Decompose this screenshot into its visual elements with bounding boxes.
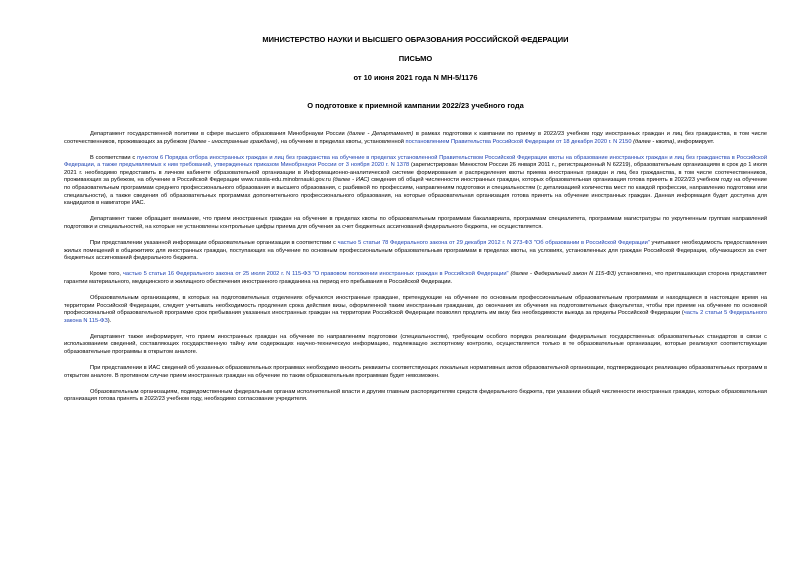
paragraph-5: Кроме того, частью 5 статьи 16 Федерального закона от 25 июля 2002 г. N 115-ФЗ "О правовом положении иностранных граждан в Российской Федерации" (далее - Федеральный закон N 115-ФЗ) установлено, что приглашающая сторона представляет гарантии материального, медицинского и жилищного обеспечения иностранного гражданина на период его пребывания в Российской Федерации. bbox=[64, 271, 767, 285]
link-poryadok-otbora[interactable]: пунктом 6 Порядка отбора иностранных граждан и лиц без гражданства на обучение в пределах установленной Правительством Российской Федерации квоты на образование иностранных граждан и лиц без гражданства в Российской Федерации, а также предъявляемых к ним требований, утвержденных приказом Минобрнауки России от 3 ноября 2020 г. N 1378 bbox=[64, 154, 767, 169]
paragraph-6: Образовательным организациям, в которых на подготовительных отделениях обучаются иностранные граждане, претендующие на обучение по основным профессиональным образовательным программам и находящиеся в настоящее время на территории Российской Федерации, следует учитывать необходимость продления срока действия визы, оформленной таким иностранным гражданам, до окончания их обучения на подготовительных факультетах, чтобы при приеме на обучение по основной профессиональной образовательной программе срок пребывания указанных иностранных граждан на территории Российской Федерации позволял продлить им визу без необходимости выезда за пределы Российской Федерации (часть 2 статьи 5 Федерального закона N 115-ФЗ). bbox=[64, 295, 767, 324]
link-chast-2-statya-5[interactable]: часть 2 статьи 5 Федерального закона N 115-ФЗ bbox=[64, 310, 767, 324]
paragraph-1: Департамент государственной политики в сфере высшего образования Минобрнауки России (далее - Департамент) в рамках подготовки к кампании по приему в 2022/23 учебном году иностранных граждан и лиц без гражданства, в том числе соотечественников, проживающих за рубежом (далее - иностранные граждане), на обучение в пределах квоты, установленной постановлением Правительства Российской Федерации от 18 декабря 2020 г. N 2150 (далее - квота), информирует. bbox=[64, 131, 768, 145]
document-type: ПИСЬМО bbox=[398, 54, 433, 63]
document-subject: О подготовке к приемной кампании 2022/23 учебного года bbox=[307, 101, 524, 110]
link-postanovlenie-2150[interactable]: постановлением Правительства Российской Федерации от 18 декабря 2020 г. N 2150 bbox=[405, 138, 632, 145]
ministry-title: МИНИСТЕРСТВО НАУКИ И ВЫСШЕГО ОБРАЗОВАНИЯ РОССИЙСКОЙ ФЕДЕРАЦИИ bbox=[262, 35, 569, 44]
link-zakon-273fz[interactable]: частью 5 статьи 78 Федерального закона от 29 декабря 2012 г. N 273-ФЗ "Об образовании в Российской Федерации" bbox=[337, 240, 650, 247]
paragraph-2: В соответствии с пунктом 6 Порядка отбора иностранных граждан и лиц без гражданства на обучение в пределах установленной Правительством Российской Федерации квоты на образование иностранных граждан и лиц без гражданства в Российской Федерации, а также предъявляемых к ним требований, утвержденных приказом Минобрнауки России от 3 ноября 2020 г. N 1378 (зарегистрирован Минюстом России 26 января 2011 г., регистрационный N 62219), образовательным организациям в срок до 1 июля 2021 г. необходимо предоставить в личном кабинете образовательной организации в Информационно-аналитической системе формирования и распределения квоты приема иностранных граждан и лиц без гражданства, в том числе соотечественников, проживающих за рубежом, на обучение в Российской Федерации www.russia-edu.minobrnauki.gov.ru (далее - ИАС) сведения об общей численности иностранных граждан, которых образовательная организация готова принять в 2022/23 учебном году на обучение по образовательным программам среднего профессионального образования и высшего образования, с разбивкой по профессиям, направлениям подготовки и специальностям (с детализацией количества мест по каждой профессии, направлению подготовки или специальности), а также сведения об образовательных программах дополнительного профессионального образования, на которые образовательная организация готова принять на обучение иностранных граждан. Данная информация будет доступна для кандидатов в навигаторе ИАС. bbox=[64, 154, 767, 207]
link-zakon-115fz[interactable]: частью 5 статьи 16 Федерального закона от 25 июля 2002 г. N 115-ФЗ "О правовом положении иностранных граждан в Российской Федерации" bbox=[122, 271, 509, 278]
paragraph-7: Департамент также информирует, что прием иностранных граждан на обучение по направлениям подготовки (специальностям), требующим особого порядка реализации федеральных государственных образовательных стандартов в связи с использованием сведений, составляющих государственную тайну или содержащих научно-техническую информацию, подлежащую экспортному контролю, осуществляется только в те образовательные организации, которые реализуют соответствующие образовательные программы в открытом аналоге. bbox=[64, 333, 767, 356]
document-body bbox=[64, 131, 767, 404]
paragraph-8: При представлении в ИАС сведений об указанных образовательных программах необходимо вносить реквизиты соответствующих локальных нормативных актов образовательной организации, подтверждающих реализацию образовательных программ в открытом аналоге. В противном случае прием иностранных граждан на обучение по таким образовательным программам будет невозможен. bbox=[64, 365, 767, 379]
paragraph-9: Образовательным организациям, подведомственным федеральным органам исполнительной власти и другим главным распорядителям средств федерального бюджета, при указании общей численности иностранных граждан, которых образовательная организация готова принять в 2022/23 учебном году, необходимо согласование учредителя. bbox=[64, 388, 767, 403]
paragraph-3: Департамент также обращает внимание, что прием иностранных граждан на обучение в пределах квоты по образовательным программам бакалавриата, программам специалитета, программам магистратуры по укрупненным группам направлений подготовки и специальностей, на которые не установлены контрольные цифры приема для обучения за счет бюджетных ассигнований федерального бюджета, не осуществляется. bbox=[64, 216, 767, 230]
document-date-number: от 10 июня 2021 года N МН-5/1176 bbox=[353, 73, 478, 82]
paragraph-4: При представлении указанной информации образовательные организации в соответствии с частью 5 статьи 78 Федерального закона от 29 декабря 2012 г. N 273-ФЗ "Об образовании в Российской Федерации" учитывают необходимость предоставления жилых помещений в общежитиях для иностранных граждан, поступающих на обучение по основным профессиональным образовательным программам в пределах квоты, на условиях, установленных для граждан Российской Федерации, обучающихся за счет бюджетных ассигнований федерального бюджета. bbox=[64, 240, 767, 262]
